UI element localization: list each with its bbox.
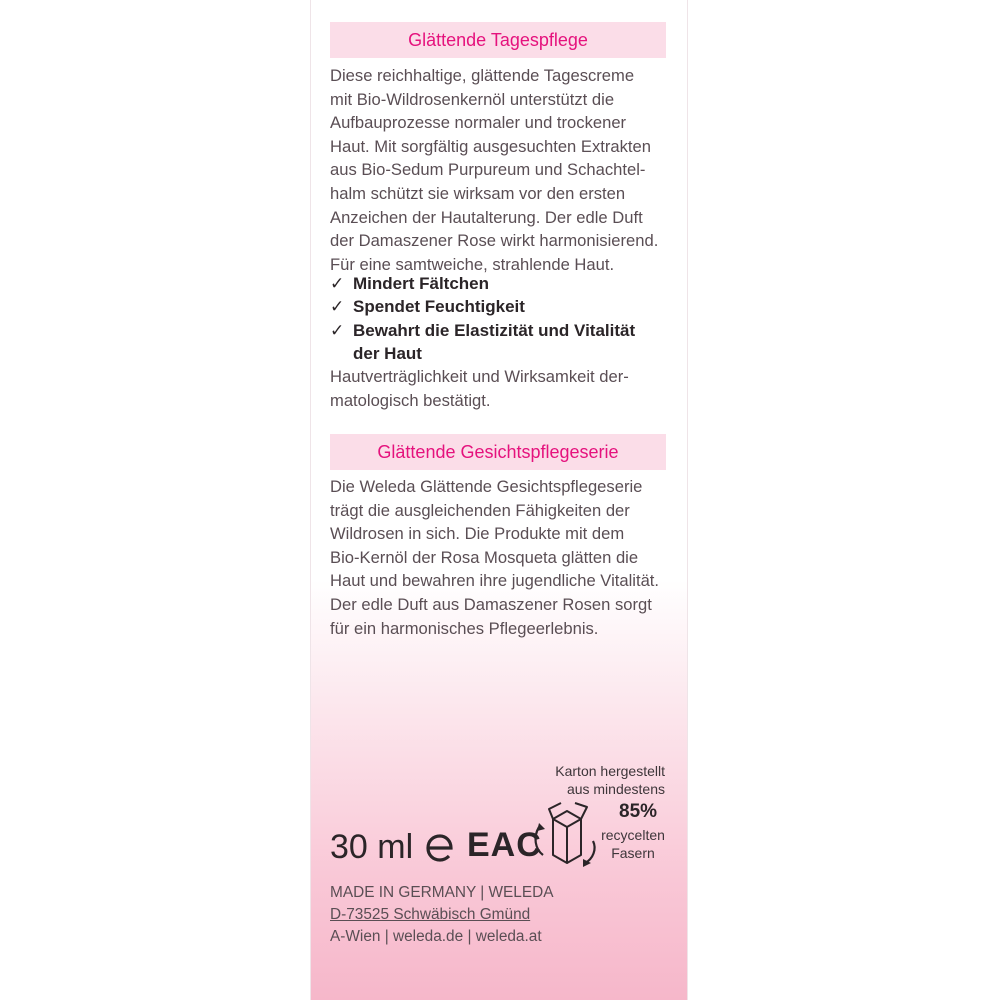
description-line: Der edle Duft aus Damaszener Rosen sorgt — [330, 594, 652, 614]
description-line: Wildrosen in sich. Die Produkte mit dem — [330, 524, 625, 544]
note-line: Hautverträglichkeit und Wirksamkeit der- — [330, 367, 629, 386]
description-line: mit Bio-Wildrosenkernöl unterstützt die — [330, 89, 615, 109]
dermatology-note — [330, 365, 675, 412]
product-text-panel — [310, 0, 688, 1000]
footer-line: D-73525 Schwäbisch Gmünd — [330, 906, 531, 923]
description-line: Anzeichen der Hautalterung. Der edle Duft — [330, 207, 643, 227]
benefit-text: Spendet Feuchtigkeit — [353, 297, 525, 317]
section-description-tagespflege — [330, 64, 675, 276]
section-heading-tagespflege: Glättende Tagespflege — [330, 22, 666, 58]
footer-line: A-Wien | weleda.de | weleda.at — [330, 928, 542, 945]
benefit-item — [330, 295, 675, 318]
eac-conformity-mark: EAC — [467, 826, 542, 864]
description-line: Bio-Kernöl der Rosa Mosqueta glätten die — [330, 547, 639, 567]
recycling-fibres-text — [597, 826, 669, 862]
description-line: Für eine samtweiche, strahlende Haut. — [330, 254, 615, 274]
recycling-text-line: aus mindestens — [566, 781, 665, 797]
description-line: Die Weleda Glättende Gesichtspflegeserie — [330, 477, 643, 496]
benefit-list — [330, 272, 675, 366]
description-line: für ein harmonisches Pflegeerlebnis. — [330, 618, 599, 638]
checkmark-icon: ✓ — [330, 297, 345, 317]
description-line: trägt die ausgleichenden Fähigkeiten der — [330, 500, 630, 520]
recycling-text-line: recycelten — [601, 827, 665, 843]
footer-line: MADE IN GERMANY | WELEDA — [330, 884, 554, 901]
checkmark-icon: ✓ — [330, 320, 345, 340]
description-line: aus Bio-Sedum Purpureum und Schachtel- — [330, 160, 646, 180]
description-line: der Damaszener Rose wirkt harmonisierend. — [330, 231, 659, 251]
benefit-text: Bewahrt die Elastizität und Vitalität — [353, 320, 636, 340]
benefit-text: Mindert Fältchen — [353, 274, 490, 293]
recycling-text-line: Karton hergestellt — [555, 763, 665, 779]
benefit-text: der Haut — [353, 344, 422, 364]
benefit-item — [330, 272, 675, 295]
benefit-item — [330, 319, 675, 342]
e-mark-icon — [423, 831, 457, 865]
description-line: Haut und bewahren ihre jugendliche Vitalität. — [330, 571, 660, 591]
recycling-text-line: Fasern — [611, 845, 655, 861]
manufacturer-footer — [330, 882, 554, 948]
recycling-percent: 85% — [619, 801, 658, 822]
section-heading-gesichtspflegeserie: Glättende Gesichtspflegeserie — [330, 434, 666, 470]
note-line: matologisch bestätigt. — [330, 390, 491, 410]
description-line: halm schützt sie wirksam vor den ersten — [330, 183, 626, 203]
benefit-item-continuation — [330, 342, 675, 365]
recycling-info — [541, 762, 671, 798]
product-volume: 30 ml — [330, 828, 414, 866]
description-line: Aufbauprozesse normaler und trockener — [330, 113, 627, 133]
checkmark-icon: ✓ — [330, 274, 345, 293]
section-description-serie — [330, 475, 675, 640]
description-line: Haut. Mit sorgfältig ausgesuchten Extrakten — [330, 136, 651, 156]
description-line: Diese reichhaltige, glättende Tagescreme — [330, 66, 635, 85]
